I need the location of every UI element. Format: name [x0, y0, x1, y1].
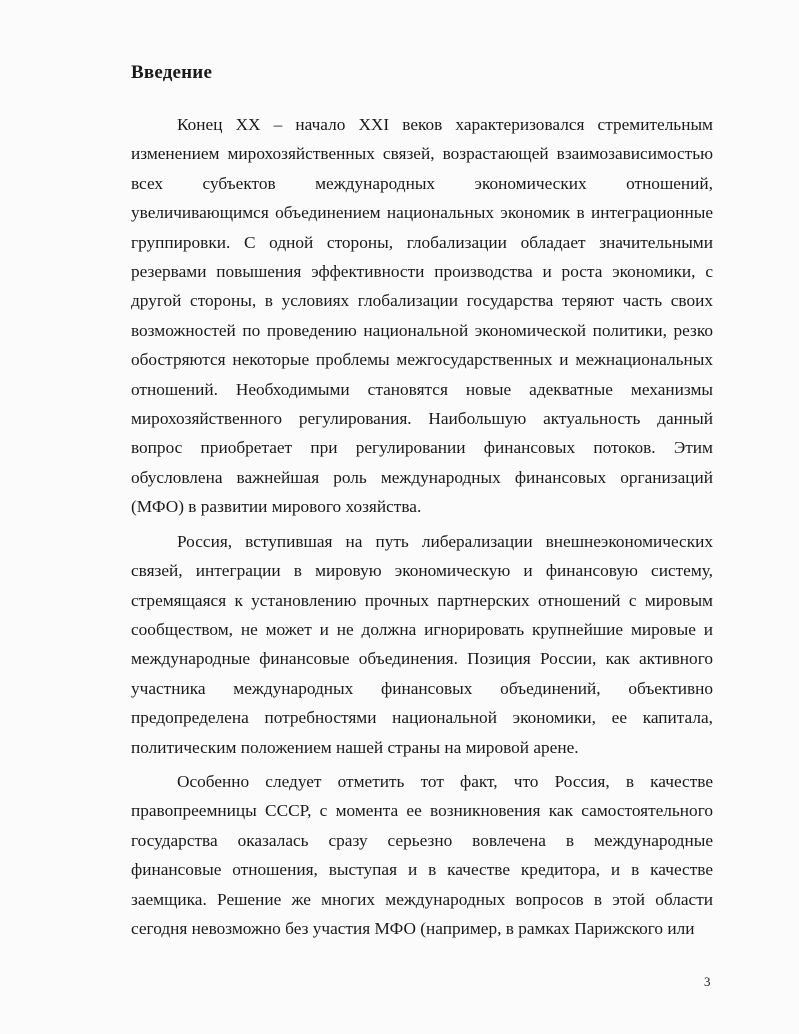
paragraph-1: Конец XX – начало XXI веков характеризовался стремительным изменением мирохозяйственных связей, возрастающей взаимозависимостью всех субъектов международных экономических отношений, увеличивающимся объединением национальных экономик в интеграционные группировки. С одной стороны, глобализации обладает значительными резервами повышения эффективности производства и роста экономики, с другой стороны, в условиях глобализации государства теряют часть своих возможностей по проведению национальной экономической политики, резко обостряются некоторые проблемы межгосударственных и межнациональных отношений. Необходимыми становятся новые адекватные механизмы мирохозяйственного регулирования. Наибольшую актуальность данный вопрос приобретает при регулировании финансовых потоков. Этим обусловлена важнейшая роль международных финансовых организаций (МФО) в развитии мирового хозяйства.	[131, 115, 713, 517]
body-text	[131, 110, 713, 948]
paragraph-3: Особенно следует отметить тот факт, что Россия, в качестве правопреемницы СССР, с момента ее возникновения как самостоятельного государства оказалась сразу серьезно вовлечена в международные финансовые отношения, выступая и в качестве кредитора, и в качестве заемщика. Решение же многих международных вопросов в этой области сегодня невозможно без участия МФО (например, в рамках Парижского или	[131, 771, 713, 938]
section-heading: Введение	[131, 62, 213, 83]
paragraph-2: Россия, вступившая на путь либерализации внешнеэкономических связей, интеграции в мировую экономическую и финансовую систему, стремящаяся к установлению прочных партнерских отношений с мировым сообществом, не может и не должна игнорировать крупнейшие мировые и международные финансовые объединения. Позиция России, как активного участника международных финансовых объединений, объективно предопределена потребностями национальной экономики, ее капитала, политическим положением нашей страны на мировой арене.	[131, 531, 713, 757]
page-number: 3	[704, 974, 711, 989]
